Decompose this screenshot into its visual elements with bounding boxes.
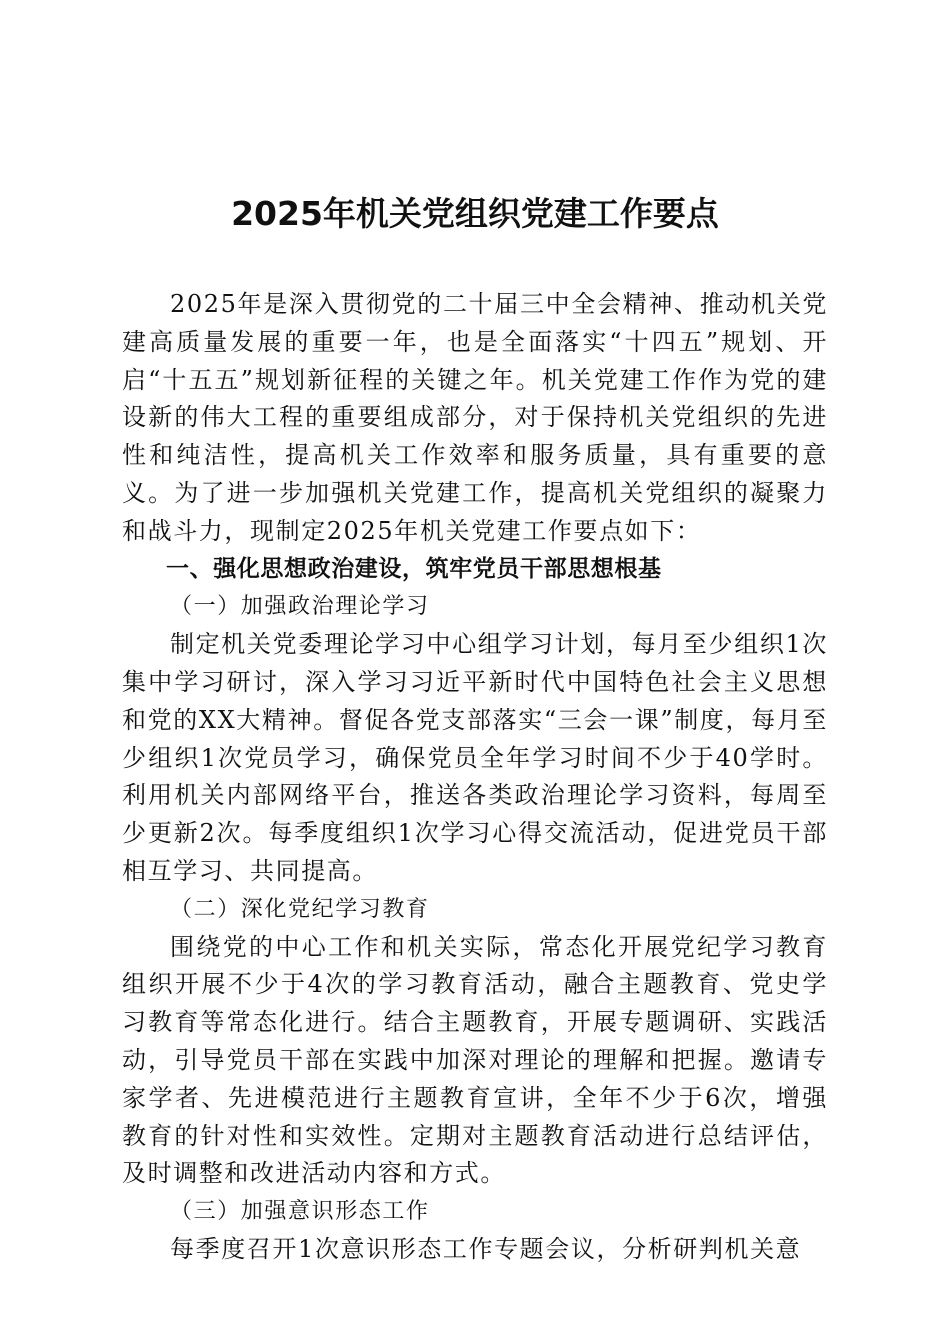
subsection-heading: （一）加强政治理论学习 <box>170 594 430 620</box>
subsection-heading: （三）加强意识形态工作 <box>170 1199 430 1225</box>
section-heading: 一、强化思想政治建设，筑牢党员干部思想根基 <box>166 555 662 582</box>
document-body <box>122 286 828 1269</box>
document-title: 2025年机关党组织党建工作要点 <box>231 194 719 234</box>
subsection-paragraph: 每季度召开1次意识形态工作专题会议，分析研判机关意 <box>170 1234 802 1263</box>
subsection-heading: （二）深化党纪学习教育 <box>170 896 430 922</box>
subsection-paragraph: 围绕党的中心工作和机关实际，常态化开展党纪学习教育组织开展不少于4次的学习教育活动，融合主题教育、党史学习教育等常态化进行。结合主题教育，开展专题调研、实践活动，引导党员干部在实践中加深对理论的理解和把握。邀请专家学者、先进模范进行主题教育宣讲，全年不少于6次，增强教育的针对性和实效性。定期对主题教育活动进行总结评估，及时调整和改进活动内容和方式。 <box>122 932 828 1188</box>
intro-paragraph: 2025年是深入贯彻党的二十届三中全会精神、推动机关党建高质量发展的重要一年，也是全面落实“十四五”规划、开启“十五五”规划新征程的关键之年。机关党建工作作为党的建设新的伟大工程的重要组成部分，对于保持机关党组织的先进性和纯洁性，提高机关工作效率和服务质量，具有重要的意义。为了进一步加强机关党建工作，提高机关党组织的凝聚力和战斗力，现制定2025年机关党建工作要点如下： <box>122 290 828 545</box>
subsection-paragraph: 制定机关党委理论学习中心组学习计划，每月至少组织1次集中学习研讨，深入学习习近平新时代中国特色社会主义思想和党的XX大精神。督促各党支部落实“三会一课”制度，每月至少组织1次党员学习，确保党员全年学习时间不少于40学时。利用机关内部网络平台，推送各类政治理论学习资料，每周至少更新2次。每季度组织1次学习心得交流活动，促进党员干部相互学习、共同提高。 <box>122 630 828 885</box>
